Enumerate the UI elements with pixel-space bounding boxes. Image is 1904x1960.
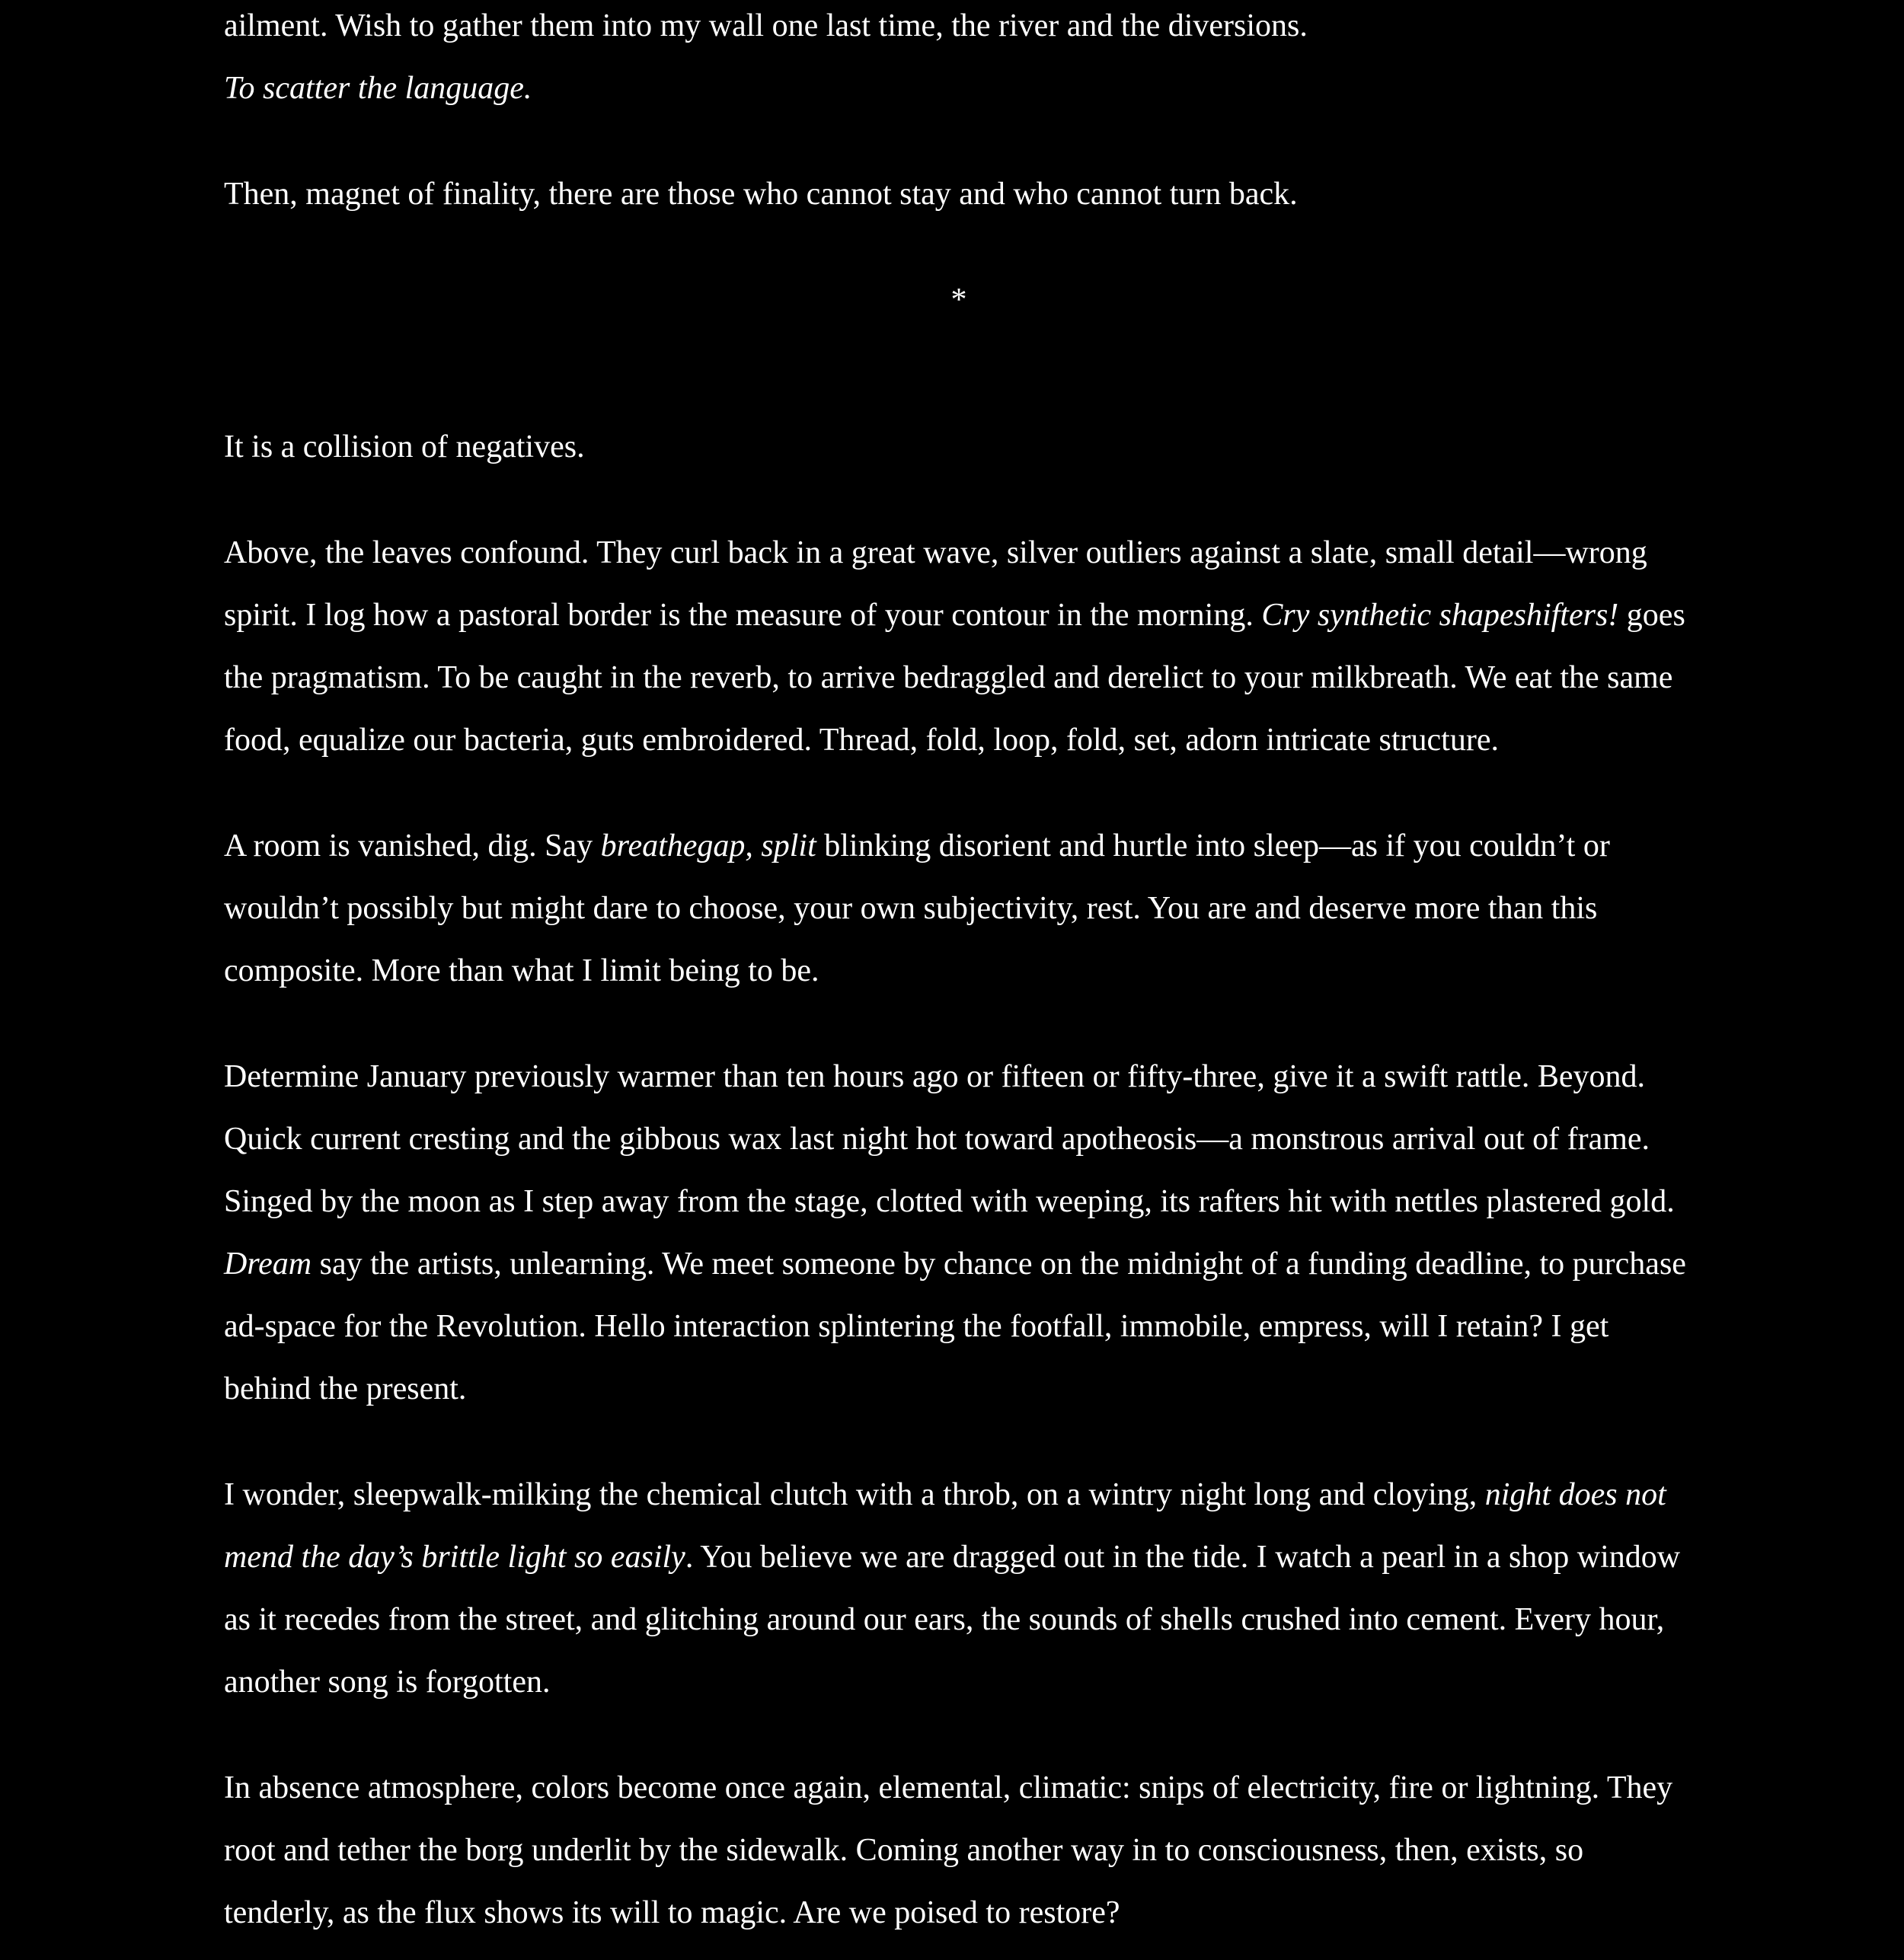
paragraph-1: [224, 57, 1694, 120]
paragraph-8: [224, 1757, 1694, 1944]
paragraph-2: [224, 163, 1694, 225]
paragraph-text: In absence atmosphere, colors become once again, elemental, climatic: snips of electricity, fire or lightning. They root and tether the borg underlit by the sidewalk. Coming another way in to consciousness, then, exists, so tenderly, as the flux shows its will to magic. Are we poised to restore?: [224, 1770, 1673, 1930]
paragraph-text: Determine January previously warmer than ten hours ago or fifteen or fifty-three, give it a swift rattle. Beyond. Quick current cresting and the gibbous wax last night hot toward apotheosis—a monstrous arrival out of frame. Singed by the moon as I step away from the stage, clotted with weeping, its rafters hit with nettles plastered gold.: [224, 1059, 1675, 1219]
paragraph-7: [224, 1464, 1694, 1713]
section-break-asterisk: *: [950, 283, 967, 318]
paragraph-text: ailment. Wish to gather them into my wall one last time, the river and the diversions.: [224, 8, 1308, 43]
paragraph-text: say the artists, unlearning. We meet someone by chance on the midnight of a funding deadline, to purchase ad-space for the Revolution. Hello interaction splintering the footfall, immobile, empress, will I retain? I get behind the present.: [224, 1247, 1686, 1406]
paragraph-text: goes the pragmatism. To be caught in the reverb, to arrive bedraggled and derelict to your milkbreath. We eat the same food, equalize our bacteria, guts embroidered. Thread, fold, loop, fold, set, adorn intricate structure.: [224, 598, 1685, 758]
paragraph-3: [224, 416, 1694, 478]
paragraph-4: [224, 522, 1694, 771]
paragraph-6: [224, 1045, 1694, 1420]
italic-phrase: Cry synthetic shapeshifters!: [1261, 598, 1619, 633]
italic-phrase: night does not mend the day’s brittle light so easily: [224, 1477, 1666, 1575]
paragraph-text: I wonder, sleepwalk-milking the chemical clutch with a throb, on a wintry night long and cloying,: [224, 1477, 1485, 1512]
paragraph-text: Then, magnet of finality, there are those who cannot stay and who cannot turn back.: [224, 177, 1298, 212]
paragraph-text: blinking disorient and hurtle into sleep—as if you couldn’t or wouldn’t possibly but might dare to choose, your own subjectivity, rest. You are and deserve more than this composite. More than what I limit being to be.: [224, 828, 1610, 988]
paragraph-text: It is a collision of negatives.: [224, 429, 585, 464]
article-body: [224, 0, 1694, 1960]
paragraph-text: A room is vanished, dig. Say: [224, 828, 601, 863]
italic-phrase: Dream: [224, 1247, 312, 1282]
paragraph-0: [224, 0, 1694, 57]
paragraph-5: [224, 815, 1694, 1002]
paragraph-text: . You believe we are dragged out in the tide. I watch a pearl in a shop window as it recedes from the street, and glitching around our ears, the sounds of shells crushed into cement. Every hour, another song is forgotten.: [224, 1540, 1681, 1700]
paragraph-text: Above, the leaves confound. They curl back in a great wave, silver outliers against a slate, small detail—wrong spirit. I log how a pastoral border is the measure of your contour in the morning.: [224, 535, 1647, 633]
italic-line: To scatter the language.: [224, 71, 532, 106]
italic-phrase: breathegap, split: [600, 828, 816, 863]
